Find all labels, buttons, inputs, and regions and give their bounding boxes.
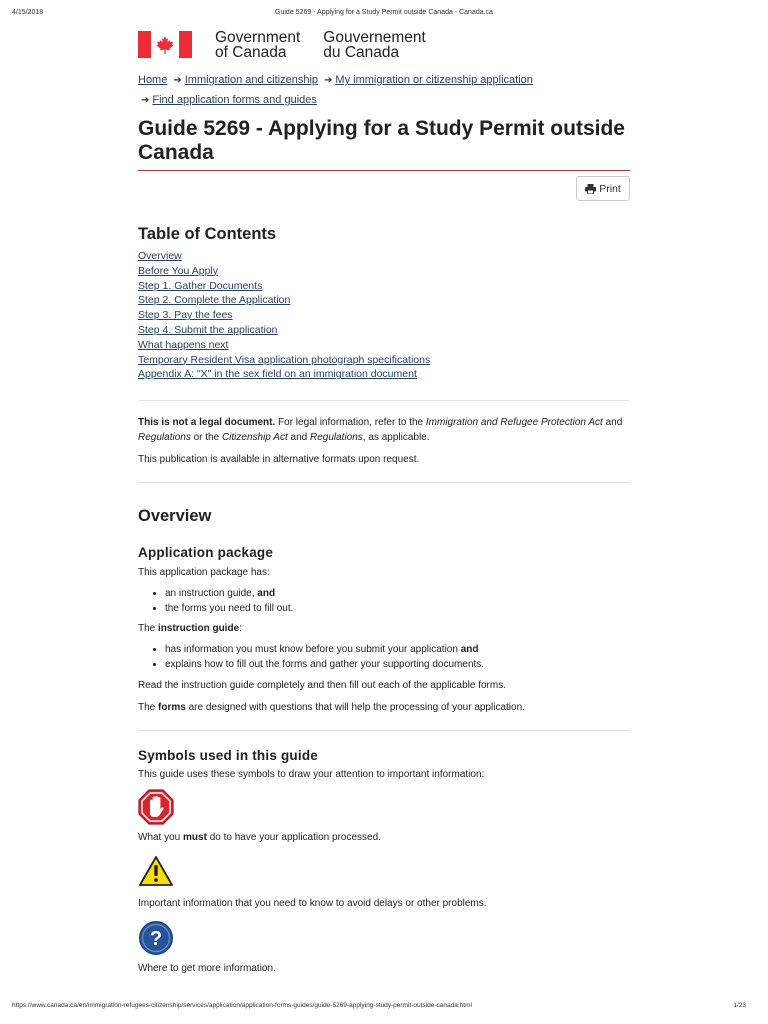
- toc-link-step-2[interactable]: Step 2. Complete the Application: [138, 294, 291, 307]
- print-page-title: Guide 5269 - Applying for a Study Permit outside Canada - Canada.ca: [275, 9, 493, 16]
- toc-link-step-4[interactable]: Step 4. Submit the application: [138, 323, 278, 336]
- warning-icon: [138, 855, 174, 887]
- forms-text: The forms are designed with questions that will help the processing of your application.: [138, 702, 525, 714]
- arrow-right-icon: ➔: [173, 75, 182, 86]
- overview-heading: Overview: [138, 506, 212, 525]
- package-list: [138, 586, 630, 616]
- list-item: • an instruction guide, and: [165, 586, 630, 601]
- info-description: Where to get more information.: [138, 963, 276, 975]
- guide-list: [138, 642, 630, 672]
- toc-link-step-3[interactable]: Step 3. Pay the fees: [138, 309, 233, 322]
- table-of-contents: [138, 249, 630, 382]
- list-item: • explains how to fill out the forms and gather your supporting documents.: [165, 657, 630, 672]
- legal-notice: This is not a legal document. For legal information, refer to the Immigration and Refugee Protection Act and Regulations or the Citizenship Act and Regulations, as applicable.: [138, 417, 623, 443]
- print-date: 4/15/2018: [12, 9, 44, 16]
- breadcrumb-home[interactable]: Home: [138, 74, 168, 86]
- list-item: • has information you must know before you submit your application and: [165, 642, 630, 657]
- breadcrumb-forms-guides[interactable]: Find application forms and guides: [152, 94, 317, 106]
- toc-title: Table of Contents: [138, 225, 277, 243]
- symbols-heading: Symbols used in this guide: [138, 747, 318, 763]
- breadcrumb: [138, 68, 630, 113]
- question-icon: [138, 920, 174, 956]
- page-number: 1/23: [733, 1002, 746, 1009]
- application-package-heading: Application package: [138, 544, 274, 560]
- divider: [138, 730, 630, 731]
- svg-text:?: ?: [149, 928, 163, 951]
- alternative-formats-note: This publication is available in alternative formats upon request.: [138, 454, 420, 466]
- printer-icon: [585, 184, 596, 194]
- toc-link-photo-specifications[interactable]: Temporary Resident Visa application photograph specifications: [138, 353, 431, 366]
- toc-link-overview[interactable]: Overview: [138, 250, 182, 262]
- divider: [138, 482, 630, 483]
- breadcrumb-immigration-citizenship[interactable]: Immigration and citizenship: [184, 74, 319, 86]
- government-brand[interactable]: [138, 30, 630, 62]
- print-url: https://www.canada.ca/en/immigration-refugees-citizenship/services/application/application-forms-guides/guide-5269-applying-study-permit-outside-canada.html: [12, 1002, 472, 1009]
- divider: [138, 400, 630, 401]
- list-item: • the forms you need to fill out.: [165, 601, 630, 616]
- breadcrumb-my-application[interactable]: My immigration or citizenship application: [335, 74, 533, 86]
- symbols-intro: This guide uses these symbols to draw your attention to important information:: [138, 768, 485, 780]
- wordmark-english: Government of Canada: [215, 29, 301, 61]
- arrow-right-icon: ➔: [324, 75, 333, 86]
- page-title: Guide 5269 - Applying for a Study Permit outside Canada: [138, 117, 625, 164]
- toc-link-step-1[interactable]: Step 1. Gather Documents: [138, 279, 263, 292]
- stop-hand-icon: [138, 789, 174, 825]
- guide-intro: The instruction guide:: [138, 623, 242, 635]
- wordmark-french: Gouvernement du Canada: [323, 29, 426, 61]
- toc-link-what-happens-next[interactable]: What happens next: [138, 338, 229, 351]
- toc-link-before-you-apply[interactable]: Before You Apply: [138, 264, 218, 277]
- print-button-label: Print: [599, 182, 621, 195]
- page-content: [138, 30, 630, 977]
- warning-description: Important information that you need to know to avoid delays or other problems.: [138, 897, 487, 909]
- canada-flag-icon: [138, 31, 192, 58]
- toc-link-appendix-a[interactable]: Appendix A: "X" in the sex field on an immigration document: [138, 368, 417, 381]
- package-intro: This application package has:: [138, 566, 270, 578]
- must-description: What you must do to have your application processed.: [138, 832, 381, 844]
- read-guide-text: Read the instruction guide completely and then fill out each of the applicable forms.: [138, 679, 506, 691]
- print-button[interactable]: [576, 176, 630, 201]
- arrow-right-icon: ➔: [141, 95, 150, 106]
